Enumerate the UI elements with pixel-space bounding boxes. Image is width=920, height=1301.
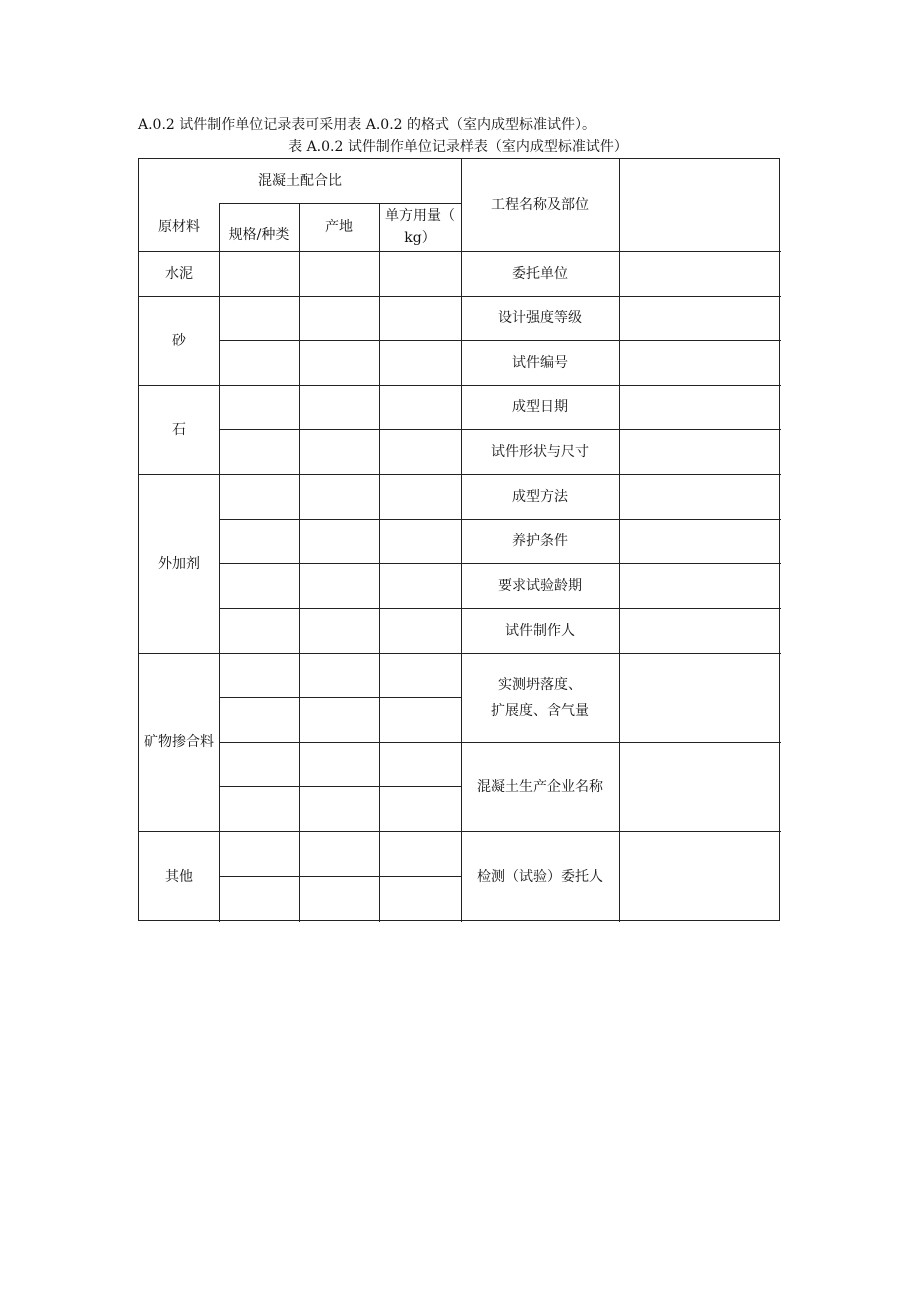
col-header-spec: 规格/种类 (228, 227, 290, 243)
intro-paragraph: A.0.2 试件制作单位记录表可采用表 A.0.2 的格式（室内成型标准试件）。 (138, 117, 596, 133)
value-maker[interactable] (620, 609, 781, 653)
material-sand: 砂 (172, 332, 186, 349)
label-test-age: 要求试验龄期 (498, 577, 582, 594)
col-header-origin: 产地 (325, 219, 353, 235)
value-shape-size[interactable] (620, 430, 781, 474)
label-producer: 混凝土生产企业名称 (477, 778, 603, 795)
value-test-age[interactable] (620, 564, 781, 608)
material-cement: 水泥 (165, 265, 193, 282)
col-header-dosage-line2: kg） (404, 230, 436, 246)
label-slump-line2: 扩展度、含气量 (491, 702, 589, 719)
value-curing[interactable] (620, 520, 781, 563)
value-molding-method[interactable] (620, 475, 781, 519)
col-header-dosage (379, 203, 461, 251)
label-project: 工程名称及部位 (491, 197, 589, 213)
material-other: 其他 (165, 868, 193, 885)
label-molding-date: 成型日期 (512, 399, 568, 415)
label-slump (461, 653, 619, 742)
mix-ratio-header: 混凝土配合比 (258, 173, 342, 189)
label-requester: 检测（试验）委托人 (477, 868, 603, 885)
label-specimen-no: 试件编号 (512, 354, 568, 371)
col-header-material: 原材料 (158, 219, 200, 235)
value-producer[interactable] (620, 743, 781, 831)
material-stone: 石 (172, 421, 186, 438)
specimen-record-table (138, 158, 780, 921)
label-shape-size: 试件形状与尺寸 (491, 443, 589, 460)
table-caption-text: 表 A.0.2 试件制作单位记录样表（室内成型标准试件） (288, 139, 628, 155)
value-molding-date[interactable] (620, 386, 781, 429)
value-requester[interactable] (620, 832, 781, 922)
label-strength: 设计强度等级 (498, 310, 582, 326)
value-slump[interactable] (620, 654, 781, 742)
value-client[interactable] (620, 252, 781, 296)
value-strength[interactable] (620, 297, 781, 340)
col-header-dosage-line1: 单方用量（ (385, 208, 455, 224)
value-specimen-no[interactable] (620, 341, 781, 385)
table-caption (0, 137, 920, 157)
label-slump-line1: 实测坍落度、 (498, 676, 582, 693)
material-mineral: 矿物掺合料 (144, 734, 214, 750)
label-maker: 试件制作人 (505, 622, 575, 639)
label-client: 委托单位 (512, 265, 568, 282)
material-admixture: 外加剂 (158, 555, 200, 572)
label-curing: 养护条件 (512, 533, 568, 549)
value-project[interactable] (620, 159, 781, 251)
label-molding-method: 成型方法 (512, 488, 568, 505)
